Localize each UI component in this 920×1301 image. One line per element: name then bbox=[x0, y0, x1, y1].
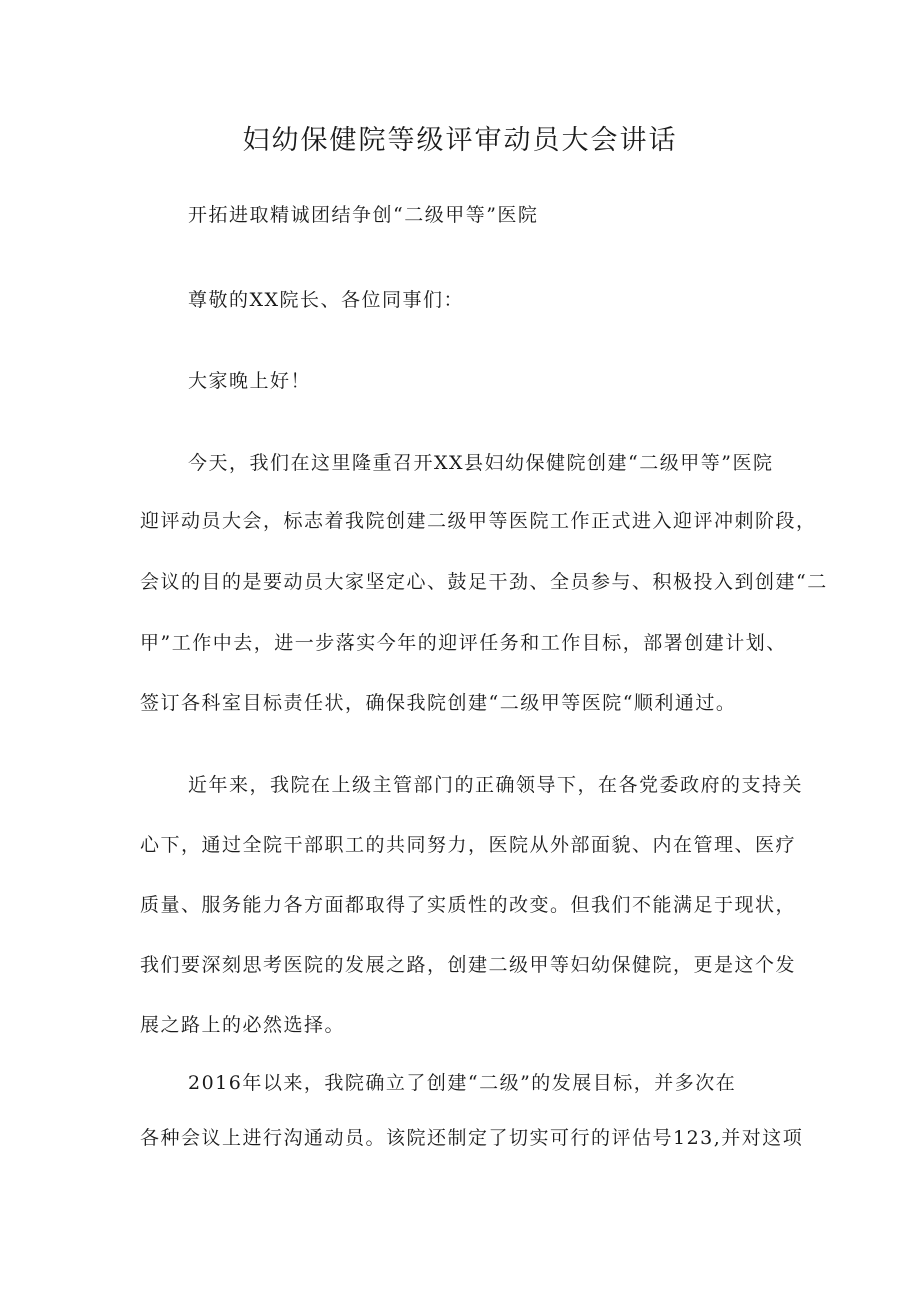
greeting: 大家晚上好！ bbox=[188, 370, 312, 392]
paragraph-1-line: 签订各科室目标责任状，确保我院创建“二级甲等医院“顺利通过。 bbox=[140, 692, 737, 714]
paragraph-1-line: 甲”工作中去，进一步落实今年的迎评任务和工作目标，部署创建计划、 bbox=[140, 632, 787, 654]
paragraph-1-line: 会议的目的是要动员大家坚定心、鼓足干劲、全员参与、积极投入到创建“二 bbox=[140, 571, 828, 593]
paragraph-2-line: 心下，通过全院干部职工的共同努力，医院从外部面貌、内在管理、医疗 bbox=[140, 834, 797, 856]
paragraph-1-line: 迎评动员大会，标志着我院创建二级甲等医院工作正式进入迎评冲刺阶段， bbox=[140, 510, 817, 532]
paragraph-2-line: 我们要深刻思考医院的发展之路，创建二级甲等妇幼保健院，更是这个发 bbox=[140, 954, 797, 976]
paragraph-2-line: 展之路上的必然选择。 bbox=[140, 1014, 346, 1036]
document-title: 妇幼保健院等级评审动员大会讲话 bbox=[242, 125, 678, 156]
paragraph-3-line: 各种会议上进行沟通动员。该院还制定了切实可行的评估号123,并对这项 bbox=[140, 1127, 804, 1149]
subtitle: 开拓进取精诚团结争创“二级甲等”医院 bbox=[188, 204, 539, 226]
paragraph-1-line: 今天，我们在这里隆重召开XX县妇幼保健院创建“二级甲等”医院 bbox=[188, 452, 774, 474]
salutation: 尊敬的XX院长、各位同事们： bbox=[188, 289, 465, 311]
paragraph-2-line: 近年来，我院在上级主管部门的正确领导下，在各党委政府的支持关 bbox=[188, 774, 804, 796]
paragraph-3-line: 2016年以来，我院确立了创建“二级”的发展目标，并多次在 bbox=[188, 1072, 737, 1094]
paragraph-2-line: 质量、服务能力各方面都取得了实质性的改变。但我们不能满足于现状， bbox=[140, 894, 797, 916]
